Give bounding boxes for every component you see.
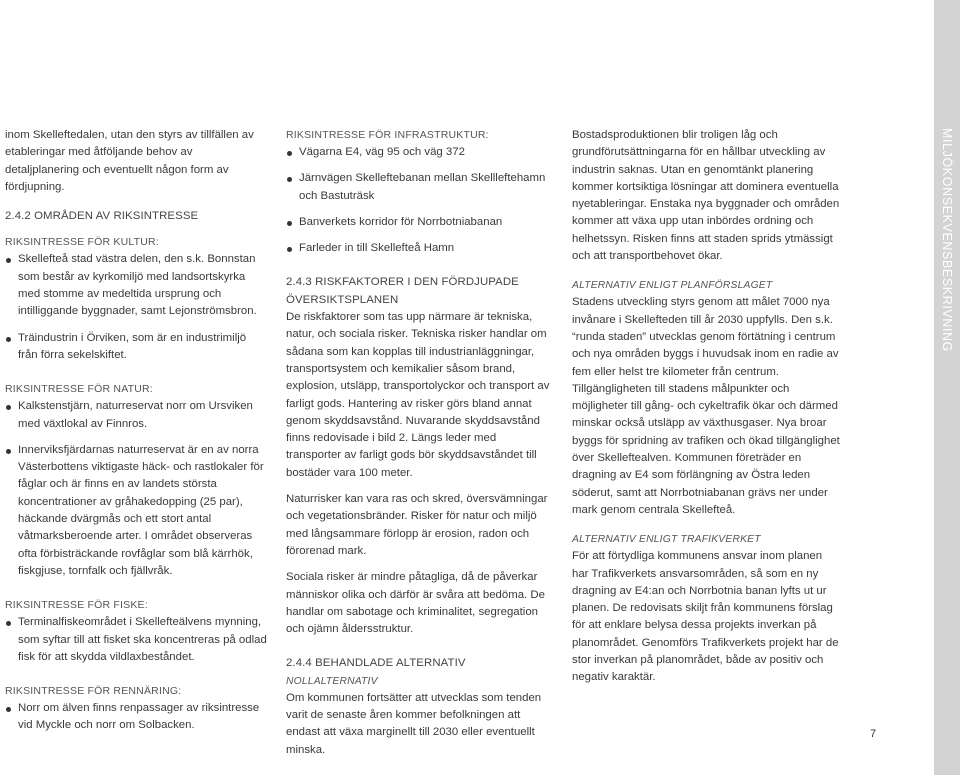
- fiske-list: [5, 614, 267, 666]
- list-item: Skellefteå stad västra delen, den s.k. Bonnstan som består av kyrkomiljö med landsortskyrka med stomme av medeltida ursprung och intilliggande byggnader, samt Lejonströmsbron.: [5, 251, 267, 320]
- bullet-icon: [287, 151, 292, 156]
- list-item: Terminalfiskeområdet i Skellefteälvens mynning, som syftar till att fisket ska koncentreras på odlad fisk för att skydda vildlaxbeståndet.: [5, 614, 267, 666]
- bullet-icon: [6, 707, 11, 712]
- list-item: Järnvägen Skelleftebanan mellan Skellleftehamn och Bastuträsk: [286, 170, 553, 205]
- section-heading-riskfaktorer: 2.4.3 RISKFAKTORER I DEN FÖRDJUPADE ÖVERSIKTSPLANEN: [286, 276, 519, 306]
- subheading-renn: RIKSINTRESSE FÖR RENNÄRING:: [5, 685, 182, 698]
- list-item: Träindustrin i Örviken, som är en industrimiljö från förra sekelskiftet.: [5, 330, 267, 365]
- bullet-icon: [6, 621, 11, 626]
- subheading-infra: RIKSINTRESSE FÖR INFRASTRUKTUR:: [286, 129, 489, 141]
- section-heading-alternativ: 2.4.4 BEHANDLADE ALTERNATIV: [286, 657, 466, 670]
- bullet-icon: [6, 449, 11, 454]
- paragraph: Stadens utveckling styrs genom att målet 7000 nya invånare i Skellefteden till år 2030 uppfylls. Den s.k. “runda staden” utvecklas genom förtätning i centrum och nya områden byggs i huvudsak inom en radie av fem eller helst tre kilometer från centrum. Tillgängligheten till stadens målpunkter och möjligheter till gång- och cykeltrafik ökar och därmed minskar också utsläpp av växthusgaser. Nya broar byggs för spridning av trafiken och ökad tillgänglighet över Skelleftealven. Kommunen företräder en dragning av E4 som förlängning av Östra leden söderut, samt att Norrbotniabanan grävs ner under mark genom centrala Skellefteå.: [572, 296, 840, 516]
- column-middle: [286, 127, 553, 759]
- bullet-icon: [287, 221, 292, 226]
- list-item: Innerviksfjärdarnas naturreservat är en av norra Västerbottens viktigaste häck- och rastlokaler för fåglar och är finns en av landets största koncentrationer av gråhakedopping (25 par), häckande dvärgmås och ett stort antal våtmarksberoende arter. I området observeras ofta förbisträckande rovfåglar som blå kärrhök, fiskgjuse, tornfalk och fjällvråk.: [5, 442, 267, 580]
- bullet-icon: [287, 177, 292, 182]
- bullet-icon: [6, 258, 11, 263]
- subheading-planforslaget: ALTERNATIV ENLIGT PLANFÖRSLAGET: [572, 280, 773, 292]
- column-left: [5, 127, 267, 735]
- subheading-fiske: RIKSINTRESSE FÖR FISKE:: [5, 599, 148, 612]
- subheading-natur: RIKSINTRESSE FÖR NATUR:: [5, 383, 153, 396]
- kultur-list: [5, 251, 267, 364]
- list-item: Farleder in till Skellefteå Hamn: [286, 240, 553, 257]
- intro-paragraph: inom Skelleftedalen, utan den styrs av tillfällen av etableringar med åtföljande behov av detaljplanering och eventuellt någon form av fördjupning.: [5, 129, 254, 193]
- subheading-nollalternativ: NOLLALTERNATIV: [286, 675, 378, 687]
- renn-list: [5, 700, 267, 735]
- paragraph: Naturrisker kan vara ras och skred, översvämningar och vegetationsbränder. Risker för natur och miljö med långsammare förlopp är erosion, radon och förorenad mark.: [286, 493, 548, 557]
- paragraph: För att förtydliga kommunens ansvar inom planen har Trafikverkets ansvarsområden, så som en ny dragning av E4:an och Norrbotnia banan lyfts ut ur planen. De redovisats skiljt från kommunens förslag för att enklare belysa dessa projekts inverkan på planområdet. Genomförs Trafikverkets projekt har de stor inverkan på planområdet, både av positiv och negativ karaktär.: [572, 550, 839, 684]
- infra-list: [286, 144, 553, 257]
- bullet-icon: [6, 405, 11, 410]
- bullet-icon: [287, 247, 292, 252]
- section-heading-riksintresse: 2.4.2 OMRÅDEN AV RIKSINTRESSE: [5, 210, 199, 223]
- paragraph: Sociala risker är mindre påtagliga, då de påverkar människor olika och därför är svåra att bedöma. De handlar om sabotage och kriminalitet, segregation och ojämn åldersstruktur.: [286, 571, 545, 636]
- paragraph: De riskfaktorer som tas upp närmare är tekniska, natur, och sociala risker. Tekniska risker handlar om sådana som kan kopplas till industrianläggningar, transportsystem och kemikalier såsom brand, explosion, utsläpp, transportolyckor och transport av farligt gods. Hantering av risker görs bland annat genom skyddsavstånd. Nuvarande skyddsavstånd finns redovisade i bild 2. Längs leder med transporter av farligt gods bör skyddsavståndet till bostäder vara 100 meter.: [286, 311, 550, 479]
- subheading-kultur: RIKSINTRESSE FÖR KULTUR:: [5, 236, 159, 249]
- subheading-trafikverket: ALTERNATIV ENLIGT TRAFIKVERKET: [572, 534, 761, 546]
- sidebar-label: MILJÖKONSEKVENSBESKRIVNING: [940, 128, 954, 352]
- paragraph: Bostadsproduktionen blir troligen låg och grundförutsättningarna för en hållbar utveckling av industrin saknas. Utan en genomtänkt planering kommer kortsiktiga lösningar att dominera eventuella nyetableringar. Enstaka nya byggnader och områden kommer att växa upp utan inbördes ordning och helhetssyn. Risken finns att staden sprids ytmässigt och att transportbehovet ökar.: [572, 129, 840, 263]
- paragraph: Om kommunen fortsätter att utvecklas som tenden varit de senaste åren kommer befolkningen att endast att växa marginellt till 2030 eller eventuellt minska.: [286, 691, 542, 756]
- list-item: Banverkets korridor för Norrbotniabanan: [286, 214, 553, 231]
- sidebar-tab: [934, 0, 960, 775]
- list-item: Kalkstenstjärn, naturreservat norr om Ursviken med växtlokal av Finnros.: [5, 398, 267, 433]
- natur-list: [5, 398, 267, 580]
- bullet-icon: [6, 337, 11, 342]
- page-number: 7: [870, 728, 877, 740]
- list-item: Vägarna E4, väg 95 och väg 372: [286, 144, 553, 161]
- list-item: Norr om älven finns renpassager av riksintresse vid Myckle och norr om Solbacken.: [5, 700, 267, 735]
- column-right: [572, 127, 840, 687]
